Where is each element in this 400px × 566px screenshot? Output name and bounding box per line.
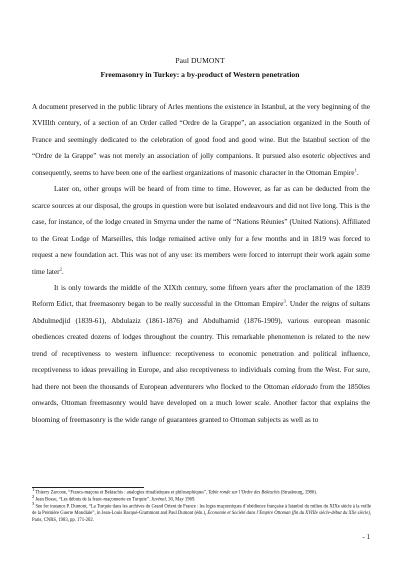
footnote-1-text: Thierry Zarcone, “Francs-maçons et Bektachis : analogies ritualistiques et philosophiques”, <box>34 490 209 496</box>
footnote-1-title: Table ronde sur l’Ordre des Bektachis <box>208 490 280 496</box>
paragraph-2-end: . <box>61 267 64 276</box>
footnote-2-number: 2 <box>32 494 35 500</box>
footnote-1-end: (Strasbourg, 1986). <box>279 490 317 496</box>
paper-title: Freemasonry in Turkey: a by-product of Western penetration <box>100 70 300 79</box>
footnote-2 <box>32 494 372 507</box>
body-text <box>32 99 370 428</box>
footnote-ref-2: 2 <box>59 266 62 272</box>
footnote-ref-1: 1 <box>354 167 357 173</box>
paragraph-1-end: . <box>356 168 359 177</box>
paragraph-2 <box>32 181 370 280</box>
paragraph-3-text: It is only towards the middle of the XIXth century, some fifteen years after the proclamation of the 1839 Reform Edict, that freemasonry began to be really successful in the Ottoman Empire <box>32 283 370 309</box>
footnote-3-number: 3 <box>32 501 35 507</box>
author-name: Paul DUMONT <box>175 56 225 65</box>
footnote-1-number: 1 <box>32 487 35 492</box>
footnote-3-text: See for instance P. Dumont, “La Turquie dans les archives du Grand Orient de France : les loges maçonniques d’obédience française à Istanbul du milieu du XIXe siècle à la veille de la Première Guerre Mondiale”, in Jean-Louis Bacqué-Grammont and Paul Dumont (éds.), <box>32 504 372 517</box>
footnote-3 <box>32 501 372 524</box>
footnote-2-end: , 30, May 1969. <box>165 497 196 503</box>
paragraph-3-emphasis: eldorado <box>291 382 318 391</box>
paragraph-3-text-2: . Under the reigns of sultans Abdulmedjid (1839-61), Abdulaziz (1861-1876) and Abdulhamid (1876-1909), various european masonic obediences created dozens of lodges throughout the country. This remarkable phenomenon is related to the new trend of receptiveness to western influence: receptiveness to economic penetration and political influence, receptiveness to ideas prevailing in Europe, and also receptiveness to individuals coming from the West. For sure, had there not been the thousands of European adventurers who flocked to the Ottoman <box>32 300 370 391</box>
page-number: - 1 <box>362 533 370 541</box>
paragraph-3-text-3: from the 1850ies onwards, Ottoman freemasonry would have developed on a much lower scale. Another factor that explains the blooming of freemasonry is the wide range of guarantees granted to Ottoman subjects as well as to <box>32 382 370 424</box>
paragraph-1 <box>32 99 370 181</box>
footnotes <box>32 487 372 524</box>
footnote-3-end: , Paris, CNRS, 1983, pp. 171-202. <box>32 511 372 523</box>
paragraph-3 <box>32 280 370 428</box>
footnote-ref-3: 3 <box>283 299 286 305</box>
paragraph-1-text: A document preserved in the public library of Arles mentions the existence in Istanbul, at the very beginning of the XVIIIth century, of a section of an Order called “Ordre de la Grappe”, an association organized in the South of France and seemingly dedicated to the celebration of good food and good wine. But the Istanbul section of the “Ordre de la Grappe” was not merely an association of jolly companions. It pursued also esoteric objectives and consequently, seems to have been one of the earliest organizations of masonic character in the Ottoman Empire <box>32 103 370 177</box>
footnote-2-text: Jean Bossu, “Les débuts de la franc-maçonnerie en Turquie”. <box>34 497 152 503</box>
footnote-3-title: Économie et Société dans l’Empire Ottoman (fin du XVIIIe siècle-début du XXe siècle) <box>207 511 370 517</box>
footnote-separator <box>32 487 144 488</box>
paragraph-2-text: Later on, other groups will be heard of from time to time. However, as far as can be deducted from the scarce sources at our disposal, the groups in question were but isolated endeavours and did not live long. This is the case, for instance, of the lodge created in Smyrna under the name of “Nations Réunies” (United Nations). Affiliated to the Great Lodge of Marseilles, this lodge remained active only for a few months and in 1819 was forced to request a new foundation act. This was not of any use: its members were forced to interrupt their work again some time later <box>32 185 370 276</box>
footnote-2-title: Juvénal <box>151 497 166 503</box>
